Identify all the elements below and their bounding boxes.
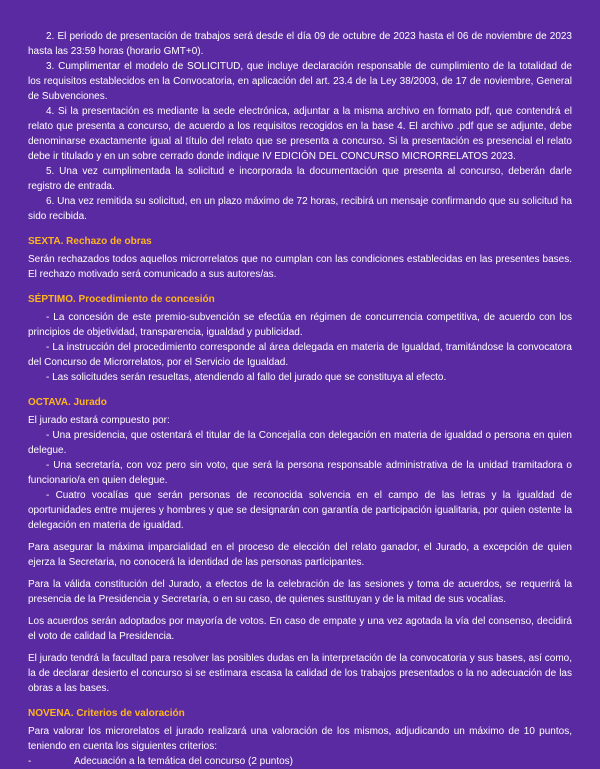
octava-member-item: - Una presidencia, que ostentará el titular de la Concejalía con delegación en materia de igualdad o persona en quien delegue. [28,430,572,456]
octava-member-item: - Cuatro vocalías que serán personas de reconocida solvencia en el campo de las letras y la igualdad de oportunidades entre mujeres y hombres y que se designarán con garantía de participación igualitaria, por quien ostente la delegación en materia de igualdad. [28,490,572,531]
criteria-text: Adecuación a la temática del concurso (2 puntos) [74,756,294,767]
section-octava [28,395,572,696]
sexta-body: Serán rechazados todos aquellos microrrelatos que no cumplan con las condiciones establecidas en las presentes bases. El rechazo motivado será comunicado a sus autores/as. [28,254,572,280]
septimo-item: - La concesión de este premio-subvención se efectúa en régimen de concurrencia competitiva, de acuerdo con los principios de objetividad, transparencia, igualdad y publicidad. [28,312,572,338]
octava-member-item: - Una secretaría, con voz pero sin voto, que será la persona responsable administrativa de la unidad tramitadora o funcionario/a en quien delegue. [28,460,572,486]
criteria-dash: - [28,756,32,767]
section-septimo [28,292,572,385]
section-heading-novena: NOVENA. Criterios de valoración [28,708,185,719]
octava-paragraph: Para asegurar la máxima imparcialidad en el proceso de elección del relato ganador, el Jurado, a excepción de quien ejerza la Secretaria, no conocerá la identidad de las personas participantes. [28,542,572,568]
criteria-item [28,754,572,769]
section-heading-sexta: SEXTA. Rechazo de obras [28,236,152,247]
septimo-item: - La instrucción del procedimiento corresponde al área delegada en materia de Igualdad, tramitándose la convocatora del Concurso de Microrrelatos, por el Servicio de Igualdad. [28,342,572,368]
octava-intro: El jurado estará compuesto por: [28,415,170,426]
section-novena [28,706,572,769]
base5-item-2: 2. El periodo de presentación de trabajos será desde el día 09 de octubre de 2023 hasta el 06 de noviembre de 2023 hasta las 23:59 horas (horario GMT+0). [28,31,572,57]
base5-item-4: 4. Si la presentación es mediante la sede electrónica, adjuntar a la misma archivo en formato pdf, que contendrá el relato que presenta a concurso, de acuerdo a los requisitos recogidos en la base 4. El archivo .pdf que se adjunte, debe denominarse exactamente igual al título del relato que se presenta a concurso. Si la presentación es presencial el relato debe ir titulado y en un sobre cerrado donde indique IV EDICIÓN DEL CONCURSO MICRORRELATOS 2023. [28,106,572,162]
base5-item-3: 3. Cumplimentar el modelo de SOLICITUD, que incluye declaración responsable de cumplimiento de la totalidad de los requisitos establecidos en la Convocatoria, en aplicación del art. 23.4 de la Ley 38/2003, de 17 de noviembre, General de Subvenciones. [28,61,572,102]
octava-paragraph: Para la válida constitución del Jurado, a efectos de la celebración de las sesiones y toma de acuerdos, se requerirá la presencia de la Presidencia y Secretaría, o en su caso, de quienes sustituyan y de la mitad de sus vocalías. [28,579,572,605]
section-sexta [28,234,572,282]
octava-paragraph: Los acuerdos serán adoptados por mayoría de votos. En caso de empate y una vez agotada la vía del consenso, decidirá el voto de calidad la Presidencia. [28,616,572,642]
base5-list [28,29,572,224]
base5-item-5: 5. Una vez cumplimentada la solicitud e incorporada la documentación que presenta al concurso, deberán darle registro de entrada. [28,166,572,192]
octava-paragraph: El jurado tendrá la facultad para resolver las posibles dudas en la interpretación de la convocatoria y sus bases, así como, la de declarar desierto el concurso si se estimara escasa la calidad de los trabajos presentados o la no adecuación de las obras a las bases. [28,653,572,694]
base5-item-6: 6. Una vez remitida su solicitud, en un plazo máximo de 72 horas, recibirá un mensaje confirmando que su solicitud ha sido recibida. [28,196,572,222]
section-heading-octava: OCTAVA. Jurado [28,397,107,408]
novena-intro: Para valorar los microrelatos el jurado realizará una valoración de los mismos, adjudicando un máximo de 10 puntos, teniendo en cuenta los siguientes criterios: [28,726,572,752]
section-heading-septimo: SÉPTIMO. Procedimiento de concesión [28,294,215,305]
septimo-item: - Las solicitudes serán resueltas, atendiendo al fallo del jurado que se constituya al efecto. [46,372,447,383]
